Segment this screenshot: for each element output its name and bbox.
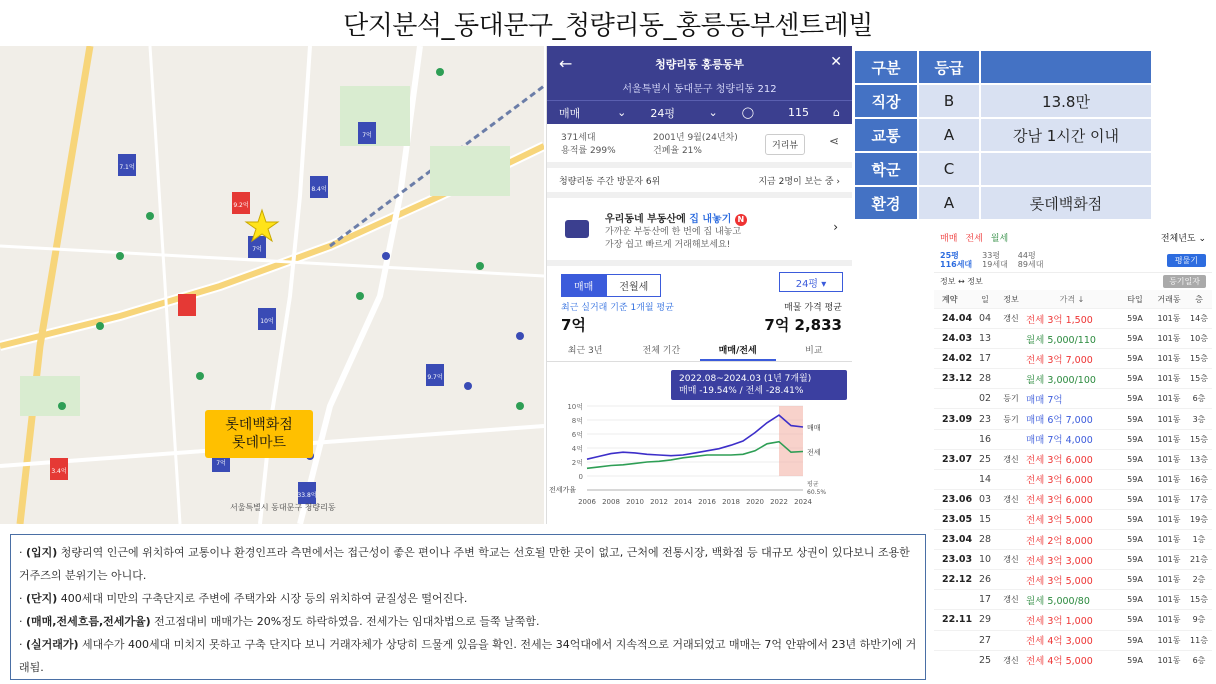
map-price-label[interactable]: 33.8억 — [297, 492, 317, 499]
tx-dong: 101동 — [1157, 394, 1181, 404]
registry-date-button[interactable]: 등기일자 — [1163, 275, 1206, 288]
grade-header-category: 구분 — [854, 50, 918, 84]
tx-day: 15 — [978, 513, 992, 525]
tx-type: 59A — [1127, 454, 1143, 464]
tx-row[interactable] — [934, 469, 1212, 489]
tx-day: 14 — [978, 473, 992, 485]
filter-monthly[interactable]: 월세 — [990, 233, 1009, 244]
note-head: (매매,전세흐름,전세가율) — [26, 615, 151, 628]
col-header[interactable]: 가격 ↓ — [1059, 294, 1085, 304]
chevron-down-icon: ⌄ — [617, 106, 627, 119]
ratio-avg-value: 60.5% — [807, 489, 827, 496]
close-icon[interactable]: ✕ — [830, 54, 842, 70]
tx-dong: 101동 — [1157, 434, 1181, 444]
map-price-label[interactable]: 7.1억 — [119, 164, 135, 171]
tx-type: 59A — [1127, 535, 1143, 545]
tooltip-line2: 매매 -19.54% / 전세 -28.41% — [679, 386, 804, 396]
tx-year-month: 24.03 — [942, 333, 973, 345]
visitor-rank-text: 청량리동 주간 방문자 6위 — [559, 176, 661, 187]
tooltip-line1: 2022.08~2024.03 (1년 7개월) — [679, 374, 812, 384]
note-item: · (단지) 400세대 미만의 구축단지로 주변에 주택가와 시장 등의 위치하여 균질성은 떨어진다. — [19, 592, 468, 605]
promo-title-b: 집 내놓기 — [689, 214, 732, 225]
grade-value: A — [918, 186, 980, 220]
size-tab-households: 19세대 — [982, 260, 1008, 269]
tx-day: 26 — [978, 574, 992, 586]
grade-table — [853, 49, 1153, 221]
tx-year-month: 22.12 — [942, 574, 973, 586]
tx-type: 59A — [1127, 334, 1143, 344]
promo-sub2: 가장 쉽고 빠르게 거래해보세요! — [605, 240, 731, 250]
visitor-now: 지금 2명이 보는 중 › — [758, 176, 840, 187]
tx-price: 전세 3억 3,000 — [1026, 555, 1093, 567]
tx-row[interactable] — [934, 368, 1212, 388]
tx-type: 59A — [1127, 555, 1143, 565]
street-view-button[interactable]: 거리뷰 — [765, 134, 805, 155]
tx-day: 23 — [978, 413, 992, 425]
tx-day: 27 — [978, 634, 992, 646]
callout-line1: 롯데백화점 — [225, 417, 293, 433]
tx-dong: 101동 — [1157, 474, 1181, 484]
tx-type: 59A — [1127, 394, 1143, 404]
grade-header-note — [980, 50, 1152, 84]
tx-tag: 갱신 — [1003, 454, 1019, 464]
x-tick-label: 2006 — [578, 498, 596, 506]
y-tick-label: 8억 — [571, 417, 583, 425]
floor-area-ratio: 용적률 299% — [561, 146, 616, 156]
tx-dong: 101동 — [1157, 374, 1181, 384]
tx-price: 전세 3억 6,000 — [1026, 455, 1093, 467]
map-price-label[interactable]: 7억 — [362, 132, 372, 139]
note-item: · (실거래가) 세대수가 400세대 미치지 못하고 구축 단지다 보니 거래자체가 상당히 드물게 있음을 확인. 전세는 34억대에서 지속적으로 거래되었고 매매는 7억 안팎에서 23년 하반기에 거래됨. — [19, 638, 917, 674]
grade-key: 교통 — [854, 118, 918, 152]
tx-floor: 2층 — [1192, 575, 1206, 585]
tx-price: 전세 4억 3,000 — [1026, 636, 1093, 648]
y-tick-label: 4억 — [571, 445, 583, 453]
tx-day: 17 — [978, 353, 992, 365]
grade-note: 13.8만 — [980, 84, 1152, 118]
tx-type: 59A — [1127, 635, 1143, 645]
tx-floor: 21층 — [1190, 555, 1208, 565]
tx-floor: 14층 — [1190, 314, 1208, 324]
chat-icon: ◯ — [741, 106, 754, 119]
note-text: 전고점대비 매매가는 20%정도 하락하였음. 전세가는 임대차법으로 들쭉 날쭉함. — [150, 615, 540, 628]
grade-key: 학군 — [854, 152, 918, 186]
tx-price: 전세 3억 5,000 — [1026, 515, 1093, 527]
size-select[interactable] — [638, 101, 729, 124]
chart-tooltip — [671, 370, 847, 400]
tx-tag: 갱신 — [1003, 314, 1019, 324]
col-header: 계약 — [942, 294, 958, 304]
tx-type: 59A — [1127, 474, 1143, 484]
tx-header-row — [934, 290, 1212, 308]
analysis-notes — [10, 534, 926, 680]
x-tick-label: 2008 — [602, 498, 620, 506]
col-header: 타입 — [1127, 294, 1143, 304]
size-tab[interactable] — [940, 251, 972, 269]
tx-dong: 101동 — [1157, 555, 1181, 565]
x-tick-label: 2024 — [794, 498, 812, 506]
tx-floor: 11층 — [1190, 635, 1208, 645]
tx-type: 59A — [1127, 615, 1143, 625]
visitor-rank[interactable] — [547, 168, 852, 198]
tx-day: 03 — [978, 493, 992, 505]
size-tab-households: 116세대 — [940, 260, 973, 269]
complex-info — [547, 124, 852, 168]
tx-day: 04 — [978, 313, 992, 325]
tx-row[interactable] — [934, 429, 1212, 449]
house-icon — [565, 220, 589, 238]
comments-button[interactable] — [730, 101, 821, 124]
ask-avg-value: 7억 2,833 — [764, 316, 842, 334]
y-tick-label: 6억 — [571, 431, 583, 439]
tx-row[interactable] — [934, 509, 1212, 529]
size-tab[interactable] — [982, 251, 1008, 269]
tx-year-month: 23.07 — [942, 453, 973, 465]
tx-type: 59A — [1127, 595, 1143, 605]
tx-year-month: 23.05 — [942, 513, 973, 525]
tx-year-month: 23.09 — [942, 413, 973, 425]
grade-note — [980, 152, 1152, 186]
col-header: 일 — [981, 294, 989, 304]
tx-price: 전세 3억 6,000 — [1026, 495, 1093, 507]
tx-dong: 101동 — [1157, 655, 1181, 665]
tx-row[interactable] — [934, 549, 1212, 569]
promo-title-a: 우리동네 부동산에 — [605, 214, 690, 225]
size-tab[interactable] — [1018, 251, 1044, 269]
tx-type: 59A — [1127, 494, 1143, 504]
map-callout-lotte — [205, 410, 313, 458]
tx-price: 전세 3억 5,000 — [1026, 575, 1093, 587]
range-tab-all[interactable]: 전체 기간 — [642, 346, 681, 356]
tx-tag: 갱신 — [1003, 655, 1019, 665]
tx-year-month: 22.11 — [942, 614, 973, 626]
tx-info-row — [934, 272, 1212, 290]
tx-dong: 101동 — [1157, 514, 1181, 524]
tx-row[interactable] — [934, 308, 1212, 328]
lease-toggle[interactable]: 전월세 — [606, 274, 661, 297]
x-tick-label: 2020 — [746, 498, 764, 506]
note-item: · (매매,전세흐름,전세가율) 전고점대비 매매가는 20%정도 하락하였음. 전세가는 임대차법으로 들쭉 날쭉함. — [19, 615, 540, 628]
tx-type: 59A — [1127, 434, 1143, 444]
series-label: 매매 — [807, 424, 821, 432]
tx-floor: 3층 — [1192, 414, 1206, 424]
tx-tag: 갱신 — [1003, 555, 1019, 565]
note-text: 세대수가 400세대 미치지 못하고 구축 단지다 보니 거래자체가 상당히 드물게 있음을 확인. 전세는 34억대에서 지속적으로 거래되었고 매매는 7억 안팎에서 23년 하반기에 거래됨. — [19, 638, 917, 674]
col-header: 층 — [1195, 294, 1203, 304]
grade-header-grade: 등급 — [918, 50, 980, 84]
chevron-right-icon: › — [833, 220, 838, 234]
tx-floor: 19층 — [1190, 514, 1208, 524]
tx-price: 전세 3억 6,000 — [1026, 475, 1093, 487]
tx-dong: 101동 — [1157, 535, 1181, 545]
tx-day: 28 — [978, 373, 992, 385]
tx-type: 59A — [1127, 514, 1143, 524]
size-tabs — [934, 248, 1212, 272]
x-tick-label: 2022 — [770, 498, 788, 506]
tx-floor: 15층 — [1190, 374, 1208, 384]
comments-count: 115 — [788, 106, 810, 119]
complex-address: 서울특별시 동대문구 청량리동 212 — [622, 84, 777, 95]
size-tab-pyeong: 33평 — [982, 251, 1001, 260]
panel-tabs — [547, 100, 852, 124]
tx-row[interactable] — [934, 569, 1212, 589]
panel-header — [547, 46, 852, 124]
y-tick-label: 0 — [578, 473, 583, 481]
map-price-label[interactable]: 7억 — [216, 460, 226, 467]
tx-price: 전세 3억 1,000 — [1026, 615, 1093, 627]
grade-note: 강남 1시간 이내 — [980, 118, 1152, 152]
tx-dong: 101동 — [1157, 414, 1181, 424]
tx-row[interactable] — [934, 388, 1212, 408]
share-icon[interactable]: ⋖ — [829, 134, 840, 148]
series-label: 전세 — [807, 448, 821, 457]
range-tab-3y[interactable]: 최근 3년 — [567, 346, 603, 356]
transaction-panel — [934, 226, 1212, 680]
tx-price: 전세 3억 7,000 — [1026, 354, 1093, 366]
info-toggle[interactable]: 정보 ↔ 정보 — [940, 277, 983, 286]
x-tick-label: 2014 — [674, 498, 692, 506]
tx-year-month: 24.02 — [942, 353, 973, 365]
back-arrow-icon[interactable]: ← — [559, 54, 573, 73]
tx-floor: 13층 — [1190, 454, 1208, 464]
tx-tag: 등기 — [1003, 394, 1019, 404]
tx-day: 25 — [978, 453, 992, 465]
grade-value: B — [918, 84, 980, 118]
grade-key: 직장 — [854, 84, 918, 118]
tx-row[interactable] — [934, 529, 1212, 549]
grade-row — [854, 186, 1152, 220]
size-tab-households: 89세대 — [1017, 260, 1044, 269]
filter-sale[interactable]: 매매 — [940, 233, 958, 244]
grade-row — [854, 84, 1152, 118]
map-price-label[interactable]: 7억 — [252, 246, 262, 253]
tx-row[interactable] — [934, 408, 1212, 428]
new-badge: N — [735, 214, 747, 226]
note-head: (실거래가) — [26, 638, 79, 651]
sale-toggle[interactable]: 매매 — [561, 274, 606, 297]
tx-row[interactable] — [934, 609, 1212, 629]
building-coverage: 건폐율 21% — [653, 146, 702, 156]
tx-dong: 101동 — [1157, 615, 1181, 625]
filter-lease[interactable]: 전세 — [965, 233, 983, 244]
tx-type: 59A — [1127, 655, 1143, 665]
trade-type-select[interactable] — [547, 101, 638, 124]
grade-value: C — [918, 152, 980, 186]
tx-floor: 15층 — [1190, 354, 1208, 364]
tx-price: 매매 7억 4,000 — [1026, 435, 1093, 447]
grade-row — [854, 152, 1152, 186]
grade-note: 롯데백화점 — [980, 186, 1152, 220]
size-tab-pyeong: 25평 — [940, 251, 959, 260]
tx-dong: 101동 — [1157, 354, 1181, 364]
highlight-region — [779, 406, 803, 476]
note-item: · (입지) 청량리역 인근에 위치하여 교통이나 환경인프라 측면에서는 접근성이 좋은 편이나 주변 학교는 선호될 만한 곳이 없고, 근처에 전통시장, 백화점 등 대규모 상권이 있다보니 조용한 거주즈의 분위기는 아니다. — [19, 546, 910, 582]
note-text: 400세대 미만의 구축단지로 주변에 주택가와 시장 등의 위치하여 균질성은 떨어진다. — [57, 592, 468, 605]
tx-floor: 1층 — [1192, 535, 1206, 545]
trade-type-label: 매매 — [559, 106, 581, 120]
tx-row[interactable] — [934, 630, 1212, 650]
tx-price: 전세 3억 1,500 — [1026, 314, 1093, 326]
series-line-1 — [587, 442, 803, 469]
tx-floor: 10층 — [1190, 334, 1208, 344]
tx-tag: 갱신 — [1003, 494, 1019, 504]
col-header: 거래동 — [1157, 294, 1181, 304]
col-header: 정보 — [1003, 294, 1019, 304]
callout-line2: 롯데마트 — [231, 435, 287, 451]
tx-row[interactable] — [934, 489, 1212, 509]
tx-row[interactable] — [934, 589, 1212, 609]
tx-tag: 등기 — [1003, 414, 1019, 424]
tx-dong: 101동 — [1157, 314, 1181, 324]
x-tick-label: 2016 — [698, 498, 716, 506]
range-tab-compare[interactable]: 비교 — [805, 346, 823, 356]
tx-year-month: 24.04 — [942, 313, 973, 325]
tx-year-month: 23.03 — [942, 554, 973, 566]
grade-header-row — [854, 50, 1152, 84]
tx-row[interactable] — [934, 348, 1212, 368]
y-tick-label: 10억 — [567, 403, 583, 411]
ratio-avg-label: 평균 — [807, 481, 819, 488]
tx-day: 28 — [978, 534, 992, 546]
tx-price: 매매 7억 — [1026, 394, 1063, 406]
tx-day: 13 — [978, 333, 992, 345]
map-price-label[interactable]: 9.7억 — [427, 374, 443, 381]
tx-day: 29 — [978, 614, 992, 626]
tx-row[interactable] — [934, 650, 1212, 670]
note-head: (입지) — [26, 546, 58, 559]
tx-price: 전세 2억 8,000 — [1026, 535, 1093, 547]
price-type-toggle — [561, 274, 661, 297]
complex-detail-panel — [546, 46, 852, 524]
range-tabs — [547, 340, 852, 362]
tx-type: 59A — [1127, 414, 1143, 424]
tx-list — [934, 308, 1212, 670]
tx-price: 매매 6억 7,000 — [1026, 415, 1093, 427]
note-head: (단지) — [26, 592, 58, 605]
page-title: 단지분석_동대문구_청량리동_홍릉동부센트레빌 — [343, 10, 873, 41]
grade-row — [854, 118, 1152, 152]
map-price-label[interactable]: 3.4억 — [51, 468, 67, 475]
tx-dong: 101동 — [1157, 595, 1181, 605]
x-tick-label: 2010 — [626, 498, 644, 506]
promo-banner[interactable] — [547, 198, 852, 266]
tx-type: 59A — [1127, 354, 1143, 364]
tx-day: 16 — [978, 433, 992, 445]
map-price-label[interactable]: 9.2억 — [233, 202, 249, 209]
tx-floor: 15층 — [1190, 595, 1208, 605]
tx-floor: 6층 — [1192, 394, 1206, 404]
size-label: 24평 — [650, 106, 675, 120]
note-text: 청량리역 인근에 위치하여 교통이나 환경인프라 측면에서는 접근성이 좋은 편이나 주변 학교는 선호될 만한 곳이 없고, 근처에 전통시장, 백화점 등 대규모 상권이 있다보니 조용한 거주즈의 분위기는 아니다. — [19, 546, 910, 582]
tx-year-month: 23.06 — [942, 493, 973, 505]
bell-icon[interactable]: ⌂ — [833, 106, 841, 119]
year-select[interactable]: 전체년도 ⌄ — [1160, 233, 1206, 244]
tx-dong: 101동 — [1157, 334, 1181, 344]
tx-type: 59A — [1127, 374, 1143, 384]
tx-row[interactable] — [934, 328, 1212, 348]
tx-price: 전세 4억 5,000 — [1026, 656, 1093, 668]
tx-row[interactable] — [934, 449, 1212, 469]
households: 371세대 — [561, 133, 596, 143]
tx-day: 02 — [978, 393, 992, 405]
tx-tag: 갱신 — [1003, 595, 1019, 605]
tx-dong: 101동 — [1157, 454, 1181, 464]
tx-filter-bar — [934, 226, 1212, 248]
grade-key: 환경 — [854, 186, 918, 220]
tx-price: 월세 5,000/80 — [1026, 595, 1090, 607]
map-price-label[interactable]: 10억 — [260, 318, 274, 325]
pyeong-button[interactable]: 평물기 — [1167, 254, 1206, 267]
size-dropdown[interactable]: 24평 ▾ — [779, 272, 843, 292]
built-year: 2001년 9월(24년차) — [653, 133, 738, 143]
range-tab-sale-lease[interactable]: 매매/전세 — [700, 340, 776, 361]
tx-year-month: 23.04 — [942, 534, 973, 546]
ask-avg-label: 매물 가격 평균 — [784, 303, 842, 313]
ratio-label: 전세가율 — [549, 486, 577, 494]
tx-floor: 15층 — [1190, 434, 1208, 444]
tx-year-month: 23.12 — [942, 373, 973, 385]
x-tick-label: 2012 — [650, 498, 668, 506]
tx-dong: 101동 — [1157, 575, 1181, 585]
price-chart — [547, 398, 852, 508]
tx-floor: 17층 — [1190, 494, 1208, 504]
tx-floor: 9층 — [1192, 615, 1206, 625]
tx-type: 59A — [1127, 575, 1143, 585]
size-tab-pyeong: 44평 — [1017, 251, 1036, 260]
tx-price: 월세 3,000/100 — [1026, 374, 1096, 386]
tx-day: 10 — [978, 554, 992, 566]
grade-value: A — [918, 118, 980, 152]
map-footer: 서울특별시 동대문구 청량리동 — [230, 503, 336, 512]
map-price-label[interactable]: 8.4억 — [311, 186, 327, 193]
price-section — [547, 266, 852, 506]
y-tick-label: 2억 — [571, 459, 583, 467]
tx-floor: 6층 — [1192, 655, 1206, 665]
tx-dong: 101동 — [1157, 635, 1181, 645]
tx-day: 25 — [978, 654, 992, 666]
tx-type: 59A — [1127, 314, 1143, 324]
map-panel[interactable] — [0, 46, 544, 524]
tx-price: 월세 5,000/110 — [1026, 334, 1096, 346]
recent-avg-value: 7억 — [561, 316, 586, 334]
tx-day: 17 — [978, 594, 992, 606]
chevron-down-icon: ⌄ — [708, 106, 718, 119]
series-line-0 — [587, 415, 803, 459]
tx-floor: 16층 — [1190, 474, 1208, 484]
complex-title: 청량리동 홍릉동부 — [655, 58, 744, 71]
tx-dong: 101동 — [1157, 494, 1181, 504]
x-tick-label: 2018 — [722, 498, 740, 506]
promo-sub1: 가까운 부동산에 한 번에 집 내놓고 — [605, 227, 742, 237]
recent-avg-label: 최근 실거래 기준 1개월 평균 — [561, 303, 674, 313]
